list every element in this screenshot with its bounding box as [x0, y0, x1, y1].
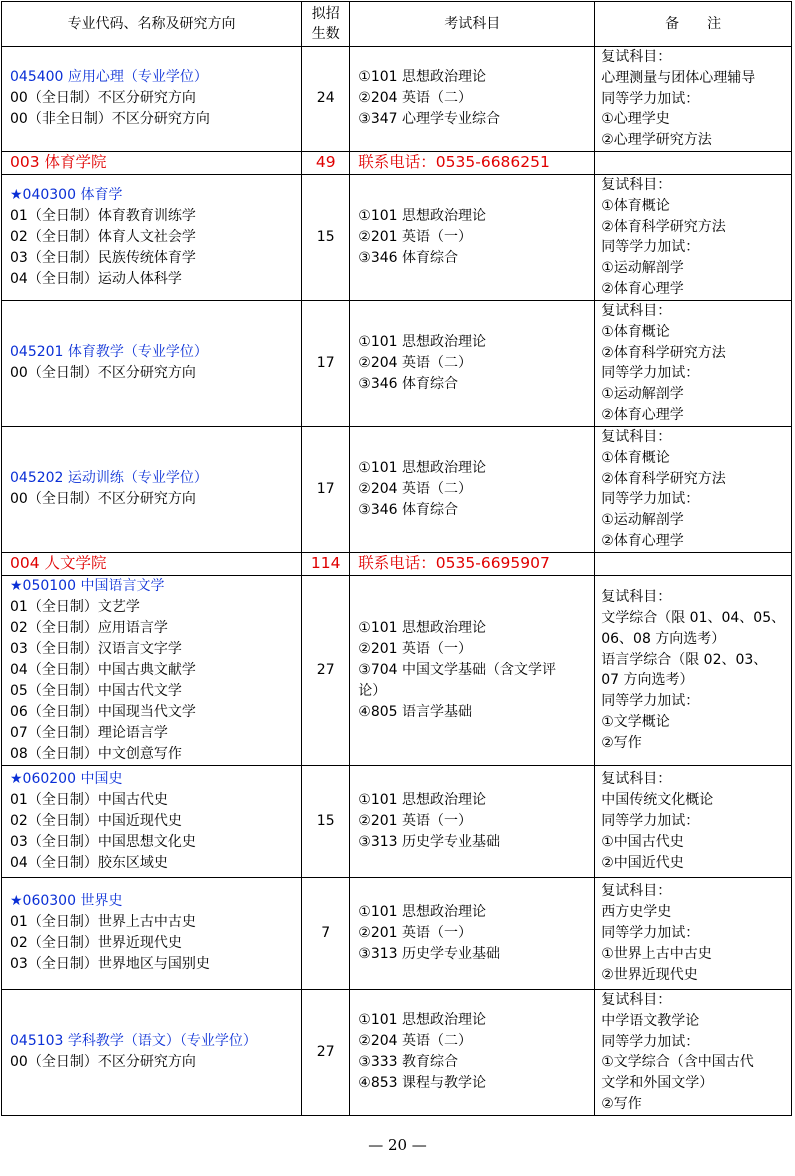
major-row	[2, 989, 792, 1115]
major-row	[2, 877, 792, 989]
exam-subject: ④853 课程与教学论	[358, 1075, 487, 1092]
remark-line: ②体育科学研究方法	[601, 218, 726, 235]
research-direction: 00（全日制）不区分研究方向	[10, 90, 196, 107]
remark-line: ①体育概论	[601, 197, 670, 214]
major-cell	[2, 765, 302, 877]
major-row	[2, 426, 792, 552]
research-direction: 03（全日制）汉语言文字学	[10, 640, 182, 657]
exam-subject: ③313 历史学专业基础	[358, 945, 501, 962]
research-direction: 04（全日制）运动人体科学	[10, 270, 182, 287]
major-title: ★060200 中国史	[10, 770, 123, 787]
remark-line: 同等学力加试：	[601, 90, 700, 107]
exam-subject: ④805 语言学基础	[358, 703, 473, 720]
exam-subject: ③333 教育综合	[358, 1054, 459, 1071]
exam-subject: ③347 心理学专业综合	[358, 111, 501, 128]
research-direction: 00（非全日制）不区分研究方向	[10, 111, 210, 128]
enrollment-count: 27	[316, 1043, 335, 1060]
remark-line: 复试科目：	[601, 177, 672, 194]
remark-line: 复试科目：	[601, 991, 672, 1008]
enrollment-count: 17	[316, 354, 335, 371]
exam-subject: ③346 体育综合	[358, 375, 459, 392]
remarks-cell	[595, 300, 792, 426]
exam-subject: ②204 英语（二）	[358, 480, 473, 497]
remark-line: 复试科目：	[601, 49, 672, 65]
header-row	[2, 2, 792, 47]
exam-subject: ②204 英语（二）	[358, 354, 473, 371]
remark-line: 同等学力加试：	[601, 693, 700, 710]
major-cell	[2, 877, 302, 989]
enrollment-count: 15	[316, 228, 335, 245]
enrollment-count-cell	[302, 300, 350, 426]
major-title: ★040300 体育学	[10, 186, 123, 203]
research-direction: 05（全日制）中国古代文学	[10, 682, 182, 699]
header-exams: 考试科目	[350, 2, 595, 47]
remark-line: ①世界上古中古史	[601, 945, 712, 962]
major-row	[2, 765, 792, 877]
exam-subject: ②201 英语（一）	[358, 640, 473, 657]
research-direction: 08（全日制）中文创意写作	[10, 745, 182, 762]
college-name: 003 体育学院	[10, 153, 107, 172]
research-direction: 00（全日制）不区分研究方向	[10, 365, 196, 382]
page-number: — 20 —	[368, 1136, 427, 1154]
remark-line: 同等学力加试：	[601, 1033, 700, 1050]
exam-subjects-cell	[350, 989, 595, 1115]
enrollment-count-cell	[302, 989, 350, 1115]
college-empty-cell	[595, 151, 792, 174]
admissions-table	[1, 1, 792, 1116]
remark-line: 复试科目：	[601, 429, 672, 446]
college-empty-cell	[595, 552, 792, 575]
exam-subject: ①101 思想政治理论	[358, 333, 487, 350]
enrollment-count: 24	[316, 90, 335, 107]
major-cell	[2, 575, 302, 765]
major-row	[2, 47, 792, 152]
exam-subject: 论）	[358, 682, 387, 699]
exam-subject: ②201 英语（一）	[358, 924, 473, 941]
college-contact: 联系电话：0535-6695907	[358, 554, 550, 573]
exam-subject: ③346 体育综合	[358, 501, 459, 518]
enrollment-count-cell	[302, 174, 350, 300]
remarks-cell	[595, 877, 792, 989]
exam-subjects-cell	[350, 877, 595, 989]
research-direction: 01（全日制）体育教育训练学	[10, 207, 196, 224]
college-contact: 联系电话：0535-6686251	[358, 153, 550, 172]
research-direction: 02（全日制）应用语言学	[10, 619, 168, 636]
remark-line: ①运动解剖学	[601, 386, 684, 403]
exam-subject: ②201 英语（一）	[358, 228, 473, 245]
major-row	[2, 174, 792, 300]
research-direction: 02（全日制）世界近现代史	[10, 935, 182, 952]
major-cell	[2, 426, 302, 552]
college-row	[2, 151, 792, 174]
remarks-cell	[595, 47, 792, 152]
college-name-cell	[2, 151, 302, 174]
remark-line: ②中国近代史	[601, 854, 684, 871]
remark-line: 西方史学史	[601, 904, 672, 921]
enrollment-count: 27	[316, 661, 335, 678]
major-title: 045202 运动训练（专业学位）	[10, 470, 208, 487]
remark-line: ①体育概论	[601, 449, 670, 466]
college-name: 004 人文学院	[10, 554, 107, 573]
college-contact-cell	[350, 151, 595, 174]
major-title: ★060300 世界史	[10, 893, 123, 910]
college-name-cell	[2, 552, 302, 575]
remark-line: ②写作	[601, 1095, 642, 1112]
major-cell	[2, 989, 302, 1115]
remark-line: 语言学综合（限 02、03、	[601, 651, 768, 668]
remark-line: ①心理学史	[601, 111, 670, 128]
remark-line: ①运动解剖学	[601, 260, 684, 277]
remark-line: 中国传统文化概论	[601, 792, 714, 809]
research-direction: 04（全日制）胶东区域史	[10, 854, 168, 871]
college-count: 49	[315, 153, 336, 172]
exam-subject: ①101 思想政治理论	[358, 903, 487, 920]
remark-line: 07 方向选考）	[601, 672, 694, 689]
major-title: 045400 应用心理（专业学位）	[10, 69, 208, 86]
exam-subject: ③313 历史学专业基础	[358, 833, 501, 850]
remarks-cell	[595, 765, 792, 877]
remark-line: 同等学力加试：	[601, 239, 700, 256]
remark-line: 同等学力加试：	[601, 491, 700, 508]
remark-line: ②体育心理学	[601, 533, 684, 550]
enrollment-count-cell	[302, 426, 350, 552]
remark-line: 文学综合（限 01、04、05、	[601, 610, 786, 627]
exam-subject: ②204 英语（二）	[358, 1033, 473, 1050]
enrollment-count-cell	[302, 877, 350, 989]
college-count: 114	[310, 554, 341, 573]
exam-subjects-cell	[350, 47, 595, 152]
research-direction: 07（全日制）理论语言学	[10, 724, 168, 741]
remark-line: 同等学力加试：	[601, 925, 700, 942]
remark-line: ②心理学研究方法	[601, 132, 712, 149]
research-direction: 00（全日制）不区分研究方向	[10, 491, 196, 508]
major-cell	[2, 300, 302, 426]
research-direction: 02（全日制）体育人文社会学	[10, 228, 196, 245]
major-cell	[2, 47, 302, 152]
remark-line: 复试科目：	[601, 771, 672, 788]
enrollment-count-cell	[302, 575, 350, 765]
exam-subjects-cell	[350, 174, 595, 300]
research-direction: 01（全日制）中国古代史	[10, 791, 168, 808]
remark-line: ②体育科学研究方法	[601, 470, 726, 487]
research-direction: 06（全日制）中国现当代文学	[10, 703, 196, 720]
header-count-text: 拟招生数	[311, 6, 340, 42]
college-contact-cell	[350, 552, 595, 575]
header-count	[302, 2, 350, 47]
remark-line: ②体育心理学	[601, 407, 684, 424]
exam-subject: ①101 思想政治理论	[358, 459, 487, 476]
remark-line: ①中国古代史	[601, 833, 684, 850]
major-row	[2, 575, 792, 765]
exam-subject: ③346 体育综合	[358, 249, 459, 266]
remark-line: 复试科目：	[601, 589, 672, 606]
major-title: ★050100 中国语言文学	[10, 577, 165, 594]
enrollment-count: 7	[321, 924, 331, 941]
research-direction: 03（全日制）世界地区与国别史	[10, 956, 210, 973]
research-direction: 01（全日制）世界上古中古史	[10, 914, 196, 931]
enrollment-count: 17	[316, 480, 335, 497]
exam-subject: ①101 思想政治理论	[358, 791, 487, 808]
exam-subject: ①101 思想政治理论	[358, 69, 487, 86]
remark-line: 复试科目：	[601, 883, 672, 900]
exam-subject: ③704 中国文学基础（含文学评	[358, 661, 557, 678]
remark-line: ②体育心理学	[601, 281, 684, 298]
remark-line: 同等学力加试：	[601, 813, 700, 830]
enrollment-count-cell	[302, 47, 350, 152]
header-remarks: 备 注	[595, 2, 792, 47]
research-direction: 04（全日制）中国古典文献学	[10, 661, 196, 678]
enrollment-count: 15	[316, 812, 335, 829]
exam-subject: ①101 思想政治理论	[358, 619, 487, 636]
remark-line: 中学语文教学论	[601, 1012, 700, 1029]
college-count-cell	[302, 151, 350, 174]
remark-line: 复试科目：	[601, 303, 672, 320]
major-title: 045201 体育教学（专业学位）	[10, 344, 208, 361]
college-row	[2, 552, 792, 575]
exam-subjects-cell	[350, 426, 595, 552]
exam-subjects-cell	[350, 575, 595, 765]
major-cell	[2, 174, 302, 300]
exam-subject: ①101 思想政治理论	[358, 207, 487, 224]
research-direction: 02（全日制）中国近现代史	[10, 812, 182, 829]
remarks-cell	[595, 174, 792, 300]
exam-subjects-cell	[350, 765, 595, 877]
exam-subject: ②201 英语（一）	[358, 812, 473, 829]
remark-line: ①运动解剖学	[601, 512, 684, 529]
research-direction: 03（全日制）中国思想文化史	[10, 833, 196, 850]
exam-subject: ②204 英语（二）	[358, 90, 473, 107]
remark-line: 同等学力加试：	[601, 365, 700, 382]
remarks-cell	[595, 426, 792, 552]
remark-line: 06、08 方向选考）	[601, 630, 726, 647]
major-title: 045103 学科教学（语文）（专业学位）	[10, 1033, 257, 1050]
remark-line: ②写作	[601, 734, 642, 751]
remarks-cell	[595, 989, 792, 1115]
remark-line: ②世界近现代史	[601, 966, 698, 983]
remarks-cell	[595, 575, 792, 765]
college-count-cell	[302, 552, 350, 575]
research-direction: 01（全日制）文艺学	[10, 598, 140, 615]
remark-line: ①体育概论	[601, 323, 670, 340]
exam-subject: ①101 思想政治理论	[358, 1012, 487, 1029]
header-major: 专业代码、名称及研究方向	[2, 2, 302, 47]
remark-line: 心理测量与团体心理辅导	[601, 69, 756, 86]
major-row	[2, 300, 792, 426]
remark-line: ①文学综合（含中国古代	[601, 1054, 754, 1071]
research-direction: 00（全日制）不区分研究方向	[10, 1054, 196, 1071]
remark-line: 文学和外国文学）	[601, 1075, 714, 1092]
remark-line: ②体育科学研究方法	[601, 344, 726, 361]
enrollment-count-cell	[302, 765, 350, 877]
research-direction: 03（全日制）民族传统体育学	[10, 249, 196, 266]
exam-subjects-cell	[350, 300, 595, 426]
remark-line: ①文学概论	[601, 714, 670, 731]
